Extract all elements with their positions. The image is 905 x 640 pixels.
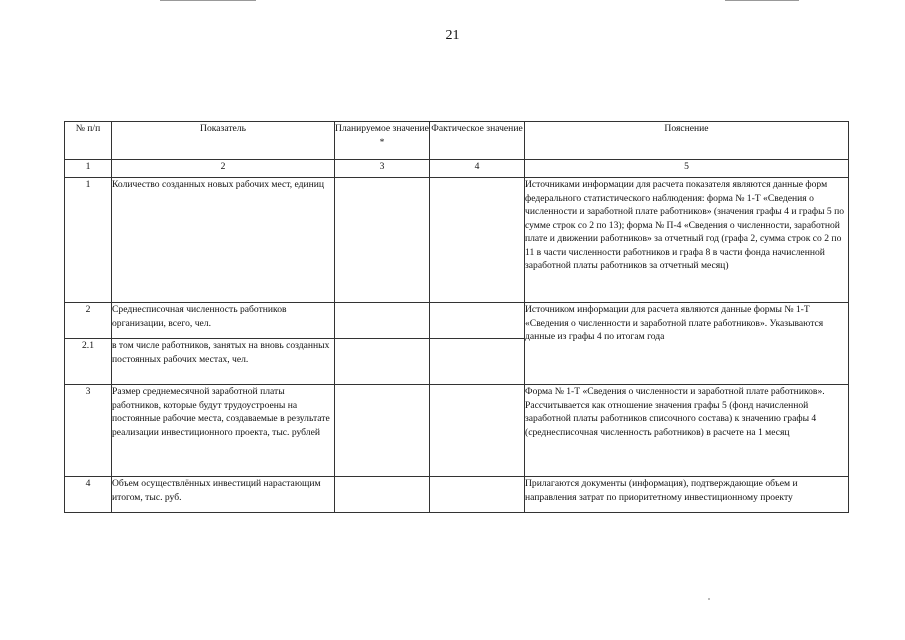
page-number: 21 bbox=[445, 28, 460, 43]
note-cell: Прилагаются документы (информация), подтверждающие объем и направления затрат по приоритетному инвестиционному проекту bbox=[525, 477, 849, 513]
indicators-table bbox=[64, 121, 849, 513]
actual-value-cell bbox=[430, 178, 525, 303]
table-row bbox=[65, 385, 849, 477]
col-number: 2 bbox=[112, 160, 335, 178]
row-number: 2 bbox=[65, 303, 112, 339]
column-numbers-row bbox=[65, 160, 849, 178]
table-row bbox=[65, 178, 849, 303]
row-number: 2.1 bbox=[65, 339, 112, 385]
note-cell: Источниками информации для расчета показателя являются данные форм федерального статистического наблюдения: форма № 1-Т «Сведения о численности и заработной плате работников» (значения графы 4 и графы 5 по сумме строк со 2 по 13); форма № П-4 «Сведения о численности, заработной плате и движении работников» за отчетный год (графа 2, сумма строк со 2 по 11 в части численности работников и графа 8 в части фонда начисленной заработной платы работников за отчетный месяц) bbox=[525, 178, 849, 303]
actual-value-cell bbox=[430, 339, 525, 385]
top-rule-left bbox=[160, 0, 256, 1]
header-row bbox=[65, 122, 849, 160]
planned-value-cell bbox=[335, 385, 430, 477]
header-actual: Фактическое значение bbox=[430, 122, 525, 160]
header-indicator: Показатель bbox=[112, 122, 335, 160]
actual-value-cell bbox=[430, 385, 525, 477]
actual-value-cell bbox=[430, 303, 525, 339]
header-planned: Планируемое значение * bbox=[335, 122, 430, 160]
planned-value-cell bbox=[335, 303, 430, 339]
note-cell: Форма № 1-Т «Сведения о численности и заработной плате работников». Рассчитывается как отношение значения графы 5 (фонд начисленной заработной платы работников списочного состава) к значению графы 4 (среднесписочная численность работников) в расчете на 1 месяц bbox=[525, 385, 849, 477]
actual-value-cell bbox=[430, 477, 525, 513]
planned-value-cell bbox=[335, 339, 430, 385]
indicator-cell: Количество созданных новых рабочих мест, единиц bbox=[112, 178, 335, 303]
row-number: 3 bbox=[65, 385, 112, 477]
col-number: 1 bbox=[65, 160, 112, 178]
col-number: 4 bbox=[430, 160, 525, 178]
indicator-cell: в том числе работников, занятых на вновь созданных постоянных рабочих местах, чел. bbox=[112, 339, 335, 385]
indicator-cell: Среднесписочная численность работников организации, всего, чел. bbox=[112, 303, 335, 339]
row-number: 1 bbox=[65, 178, 112, 303]
row-number: 4 bbox=[65, 477, 112, 513]
planned-value-cell bbox=[335, 477, 430, 513]
header-num: № п/п bbox=[65, 122, 112, 160]
col-number: 5 bbox=[525, 160, 849, 178]
table-row bbox=[65, 303, 849, 339]
header-note: Пояснение bbox=[525, 122, 849, 160]
note-cell: Источником информации для расчета являются данные формы № 1-Т «Сведения о численности и заработной плате работников». Указываются данные из графы 4 по итогам года bbox=[525, 303, 849, 385]
scan-speck bbox=[708, 598, 710, 600]
top-rule-right bbox=[725, 0, 799, 1]
indicator-cell: Размер среднемесячной заработной платы работников, которые будут трудоустроены на постоянные рабочие места, создаваемые в результате реализации инвестиционного проекта, тыс. рублей bbox=[112, 385, 335, 477]
col-number: 3 bbox=[335, 160, 430, 178]
planned-value-cell bbox=[335, 178, 430, 303]
table-row bbox=[65, 477, 849, 513]
indicator-cell: Объем осуществлённых инвестиций нарастающим итогом, тыс. руб. bbox=[112, 477, 335, 513]
